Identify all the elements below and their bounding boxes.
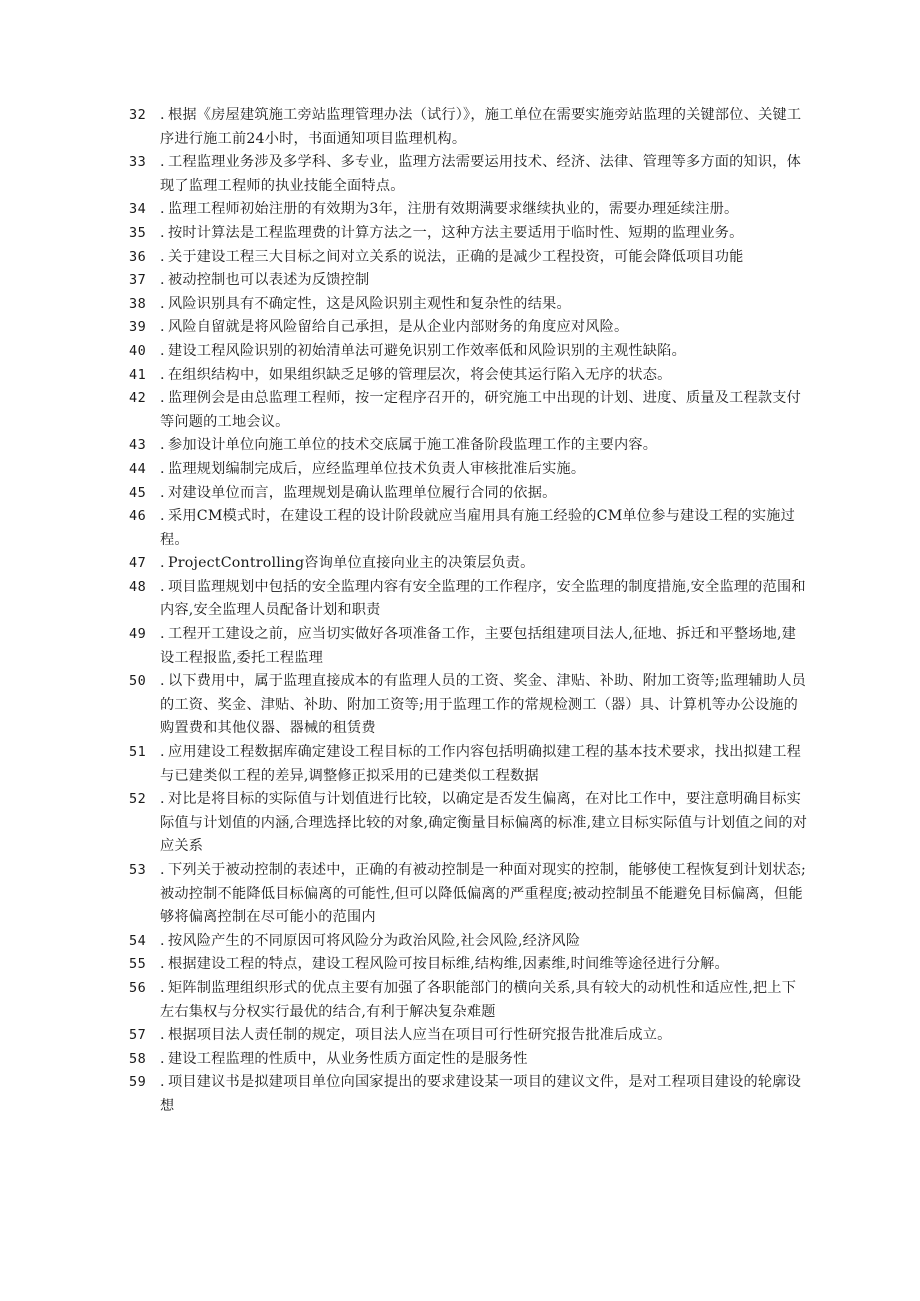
item-number: 57	[129, 1027, 147, 1044]
item-text: 下列关于被动控制的表述中，正确的有被动控制是一种面对现实的控制，能够使工程恢复到计划状态;被动控制不能降低目标偏离的可能性,但可以降低偏离的严重程度;被动控制虽不能避免目标偏离，但能够将偏离控制在尽可能小的范围内	[160, 862, 807, 926]
item-text: 在组织结构中，如果组织缺乏足够的管理层次，将会使其运行陷入无序的状态。	[168, 366, 672, 383]
item-dot: .	[160, 319, 165, 336]
list-item	[0, 977, 808, 1024]
item-text: 监理工程师初始注册的有效期为3年，注册有效期满要求继续执业的，需要办理延续注册。	[168, 201, 739, 218]
item-text: 采用CM模式时，在建设工程的设计阶段就应当雇用具有施工经验的CM单位参与建设工程的实施过程。	[160, 508, 796, 548]
item-number: 47	[129, 555, 147, 572]
item-dot: .	[160, 295, 165, 312]
list-item	[0, 482, 808, 506]
item-dot: .	[160, 1027, 165, 1044]
list-item	[0, 434, 808, 458]
item-dot: .	[160, 1074, 165, 1091]
item-number: 38	[129, 295, 147, 312]
list-item	[0, 1048, 808, 1072]
item-dot: .	[160, 107, 165, 123]
item-number: 34	[129, 201, 147, 218]
item-dot: .	[160, 460, 165, 477]
item-text: 监理例会是由总监理工程师，按一定程序召开的，研究施工中出现的计划、进度、质量及工程款支付等问题的工地会议。	[160, 390, 802, 430]
list-item	[0, 293, 808, 317]
document-page	[0, 104, 920, 1119]
item-dot: .	[160, 1050, 165, 1067]
list-item	[0, 576, 808, 623]
item-dot: .	[160, 201, 165, 218]
item-dot: .	[160, 154, 165, 171]
item-dot: .	[160, 248, 165, 265]
item-number: 32	[129, 107, 147, 123]
item-text: 工程监理业务涉及多学科、多专业，监理方法需要运用技术、经济、法律、管理等多方面的知识，体现了监理工程师的执业技能全面特点。	[160, 154, 802, 194]
item-number: 41	[129, 366, 147, 383]
item-dot: .	[160, 366, 165, 383]
item-text: 对建设单位而言，监理规划是确认监理单位履行合同的依据。	[168, 484, 557, 501]
item-number: 43	[129, 437, 147, 454]
item-number: 39	[129, 319, 147, 336]
item-text: 风险识别具有不确定性，这是风险识别主观性和复杂性的结果。	[168, 295, 571, 312]
list-item	[0, 552, 808, 576]
item-number: 56	[129, 979, 147, 996]
item-dot: .	[160, 508, 165, 525]
item-number: 50	[129, 673, 147, 690]
item-dot: .	[160, 932, 165, 949]
item-number: 46	[129, 508, 147, 525]
item-dot: .	[160, 342, 165, 359]
item-text: ProjectControlling咨询单位直接向业主的决策层负责。	[168, 555, 535, 572]
item-dot: .	[160, 272, 165, 289]
item-text: 监理规划编制完成后，应经监理单位技术负责人审核批准后实施。	[168, 460, 586, 477]
item-dot: .	[160, 390, 165, 407]
list-item	[0, 222, 808, 246]
list-item	[0, 670, 808, 741]
item-number: 53	[129, 862, 147, 878]
item-dot: .	[160, 224, 165, 241]
item-text: 应用建设工程数据库确定建设工程目标的工作内容包括明确拟建工程的基本技术要求，找出拟建工程与已建类似工程的差异,调整修正拟采用的已建类似工程数据	[160, 744, 802, 784]
item-dot: .	[160, 673, 165, 690]
list-item	[0, 316, 808, 340]
list-item	[0, 269, 808, 293]
item-dot: .	[160, 744, 165, 761]
list-item	[0, 859, 808, 930]
list-item	[0, 741, 808, 788]
item-text: 根据《房屋建筑施工旁站监理管理办法（试行）》，施工单位在需要实施旁站监理的关键部位、关键工序进行施工前24小时，书面通知项目监理机构。	[160, 107, 802, 147]
item-number: 45	[129, 484, 147, 501]
item-number: 36	[129, 248, 147, 265]
item-text: 关于建设工程三大目标之间对立关系的说法，正确的是减少工程投资，可能会降低项目功能	[168, 248, 744, 265]
item-number: 54	[129, 932, 147, 949]
list-item	[0, 198, 808, 222]
list-item	[0, 458, 808, 482]
item-text: 根据建设工程的特点，建设工程风险可按目标维,结构维,因素维,时间维等途径进行分解。	[168, 956, 729, 973]
item-text: 被动控制也可以表述为反馈控制	[168, 272, 370, 289]
item-dot: .	[160, 555, 165, 572]
item-dot: .	[160, 979, 165, 996]
item-dot: .	[160, 437, 165, 454]
item-number: 37	[129, 272, 147, 289]
list-item	[0, 246, 808, 270]
list-item	[0, 104, 808, 151]
item-text: 建设工程风险识别的初始清单法可避免识别工作效率低和风险识别的主观性缺陷。	[168, 342, 686, 359]
item-number: 58	[129, 1050, 147, 1067]
item-number: 49	[129, 626, 147, 643]
item-number: 35	[129, 224, 147, 241]
item-number: 51	[129, 744, 147, 761]
list-item	[0, 623, 808, 670]
list-item	[0, 953, 808, 977]
item-dot: .	[160, 791, 165, 808]
list-item	[0, 364, 808, 388]
item-number: 55	[129, 956, 147, 973]
item-number: 52	[129, 791, 147, 808]
item-number: 44	[129, 460, 147, 477]
item-text: 对比是将目标的实际值与计划值进行比较，以确定是否发生偏离，在对比工作中，要注意明确目标实际值与计划值的内涵,合理选择比较的对象,确定衡量目标偏离的标准,建立目标实际值与计划值之间的对应关系	[160, 791, 808, 855]
list-item	[0, 340, 808, 364]
item-number: 42	[129, 390, 147, 407]
item-text: 项目建议书是拟建项目单位向国家提出的要求建设某一项目的建议文件，是对工程项目建设的轮廓设想	[160, 1074, 802, 1114]
item-dot: .	[160, 626, 165, 643]
list-item	[0, 505, 808, 552]
item-number: 48	[129, 578, 147, 595]
item-text: 矩阵制监理组织形式的优点主要有加强了各职能部门的横向关系,具有较大的动机性和适应性,把上下左右集权与分权实行最优的结合,有利于解决复杂难题	[160, 979, 797, 1020]
item-dot: .	[160, 484, 165, 501]
item-number: 33	[129, 154, 147, 171]
item-text: 工程开工建设之前，应当切实做好各项准备工作，主要包括组建项目法人,征地、拆迁和平整场地,建设工程报监,委托工程监理	[160, 626, 797, 666]
item-text: 建设工程监理的性质中，从业务性质方面定性的是服务性	[168, 1050, 528, 1067]
item-number: 40	[129, 342, 147, 359]
item-text: 项目监理规划中包括的安全监理内容有安全监理的工作程序，安全监理的制度措施,安全监理的范围和内容,安全监理人员配备计划和职责	[160, 578, 806, 619]
item-text: 以下费用中，属于监理直接成本的有监理人员的工资、奖金、津贴、补助、附加工资等;监理辅助人员的工资、奖金、津贴、补助、附加工资等;用于监理工作的常规检测工（器）具、计算机等办公设施的购置费和其他仪器、器械的租赁费	[160, 673, 807, 737]
item-dot: .	[160, 862, 165, 878]
list-item	[0, 930, 808, 954]
item-dot: .	[160, 956, 165, 973]
item-text: 按时计算法是工程监理费的计算方法之一，这种方法主要适用于临时性、短期的监理业务。	[168, 224, 744, 241]
item-dot: .	[160, 578, 165, 595]
list-item	[0, 1071, 808, 1118]
item-text: 按风险产生的不同原因可将风险分为政治风险,社会风险,经济风险	[168, 932, 581, 949]
item-text: 参加设计单位向施工单位的技术交底属于施工准备阶段监理工作的主要内容。	[168, 437, 658, 454]
item-text: 风险自留就是将风险留给自己承担，是从企业内部财务的角度应对风险。	[168, 319, 629, 336]
item-text: 根据项目法人责任制的规定，项目法人应当在项目可行性研究报告批准后成立。	[168, 1027, 672, 1044]
list-item	[0, 387, 808, 434]
list-item	[0, 151, 808, 198]
list-item	[0, 1024, 808, 1048]
item-number: 59	[129, 1074, 147, 1091]
list-item	[0, 788, 808, 859]
